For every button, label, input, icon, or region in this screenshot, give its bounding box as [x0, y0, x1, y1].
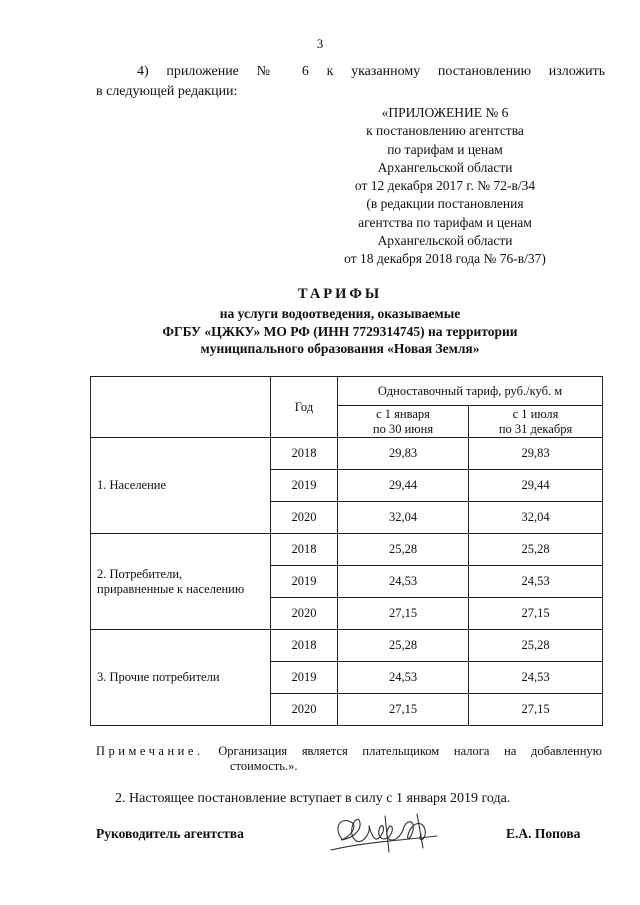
word: изложить [548, 64, 606, 79]
table-row [91, 438, 603, 470]
word: указанному [351, 64, 421, 79]
title-line: ФГБУ «ЦЖКУ» МО РФ (ИНН 7729314745) на территории [162, 323, 518, 339]
category-cell: 2. Потребители, приравненные к населению [91, 534, 271, 630]
item-2: 2. Настоящее постановление вступает в силу с 1 января 2019 года. [115, 791, 511, 806]
tariff-cell: 29,83 [469, 438, 603, 470]
table-header-row [91, 377, 603, 406]
signer-name: Е.А. Попова [506, 826, 581, 841]
title-main: ТАРИФЫ [297, 286, 383, 302]
category-cell: 1. Население [91, 438, 271, 534]
header-period-2: с 1 июля по 31 декабря [469, 406, 603, 438]
appendix-line: Архангельской области [377, 233, 513, 249]
header-year: Год [271, 377, 338, 438]
tariff-cell: 27,15 [469, 598, 603, 630]
header-tariff: Одноставочный тариф, руб./куб. м [338, 377, 603, 406]
tariff-cell: 25,28 [338, 534, 469, 566]
note-label: Примечание. [96, 744, 204, 758]
document-title [120, 286, 560, 358]
tariff-cell: 25,28 [469, 534, 603, 566]
tariff-cell: 29,44 [469, 470, 603, 502]
word: № [256, 64, 285, 79]
word: налога [453, 744, 490, 758]
word: 4) [137, 64, 149, 79]
word: добавленную [530, 744, 602, 758]
header-empty-cell [91, 377, 271, 438]
appendix-line: агентства по тарифам и ценам [358, 214, 532, 230]
header-period-1: с 1 января по 30 июня [338, 406, 469, 438]
tariff-cell: 32,04 [469, 502, 603, 534]
signature-image [325, 810, 443, 858]
appendix-line: от 12 декабря 2017 г. № 72-в/34 [354, 178, 536, 194]
tariff-cell: 27,15 [338, 694, 469, 726]
item-4-line-2: в следующей редакции: [96, 84, 238, 99]
note-line-1 [96, 744, 602, 759]
category-cell: 3. Прочие потребители [91, 630, 271, 726]
year-cell: 2020 [271, 598, 338, 630]
year-cell: 2019 [271, 470, 338, 502]
title-line: муниципального образования «Новая Земля» [200, 341, 480, 356]
tariff-cell: 29,83 [338, 438, 469, 470]
appendix-line: «ПРИЛОЖЕНИЕ № 6 [381, 105, 509, 120]
item-4-line-1 [137, 64, 605, 80]
year-cell: 2019 [271, 566, 338, 598]
note-line-2: стоимость.». [230, 759, 298, 773]
year-cell: 2018 [271, 630, 338, 662]
signer-title: Руководитель агентства [96, 826, 244, 841]
year-cell: 2020 [271, 694, 338, 726]
tariff-cell: 27,15 [338, 598, 469, 630]
year-cell: 2018 [271, 438, 338, 470]
appendix-line: (в редакции постановления [366, 196, 524, 212]
tariff-cell: 24,53 [338, 662, 469, 694]
note [96, 744, 602, 774]
appendix-line: к постановлению агентства [366, 123, 524, 139]
tariff-cell: 27,15 [469, 694, 603, 726]
tariff-table [90, 376, 603, 726]
tariff-cell: 29,44 [338, 470, 469, 502]
word: Организация [218, 744, 288, 758]
tariff-cell: 24,53 [469, 662, 603, 694]
tariff-cell: 24,53 [338, 566, 469, 598]
word: постановлению [437, 64, 532, 79]
tariff-cell: 25,28 [469, 630, 603, 662]
tariff-cell: 24,53 [469, 566, 603, 598]
appendix-header [340, 104, 550, 269]
year-cell: 2018 [271, 534, 338, 566]
table-row [91, 630, 603, 662]
title-line: на услуги водоотведения, оказываемые [219, 306, 461, 321]
word: плательщиком [362, 744, 440, 758]
word: 6 [301, 64, 309, 79]
tariff-cell: 25,28 [338, 630, 469, 662]
appendix-line: Архангельской области [377, 159, 513, 175]
appendix-line: от 18 декабря 2018 года № 76-в/37) [344, 251, 546, 267]
page-number: 3 [316, 36, 324, 51]
tariff-cell: 32,04 [338, 502, 469, 534]
year-cell: 2019 [271, 662, 338, 694]
table-row [91, 534, 603, 566]
word: на [504, 744, 517, 758]
word: к [326, 64, 334, 79]
word: является [301, 744, 348, 758]
appendix-line: по тарифам и ценам [387, 141, 503, 157]
word: приложение [166, 64, 239, 79]
year-cell: 2020 [271, 502, 338, 534]
